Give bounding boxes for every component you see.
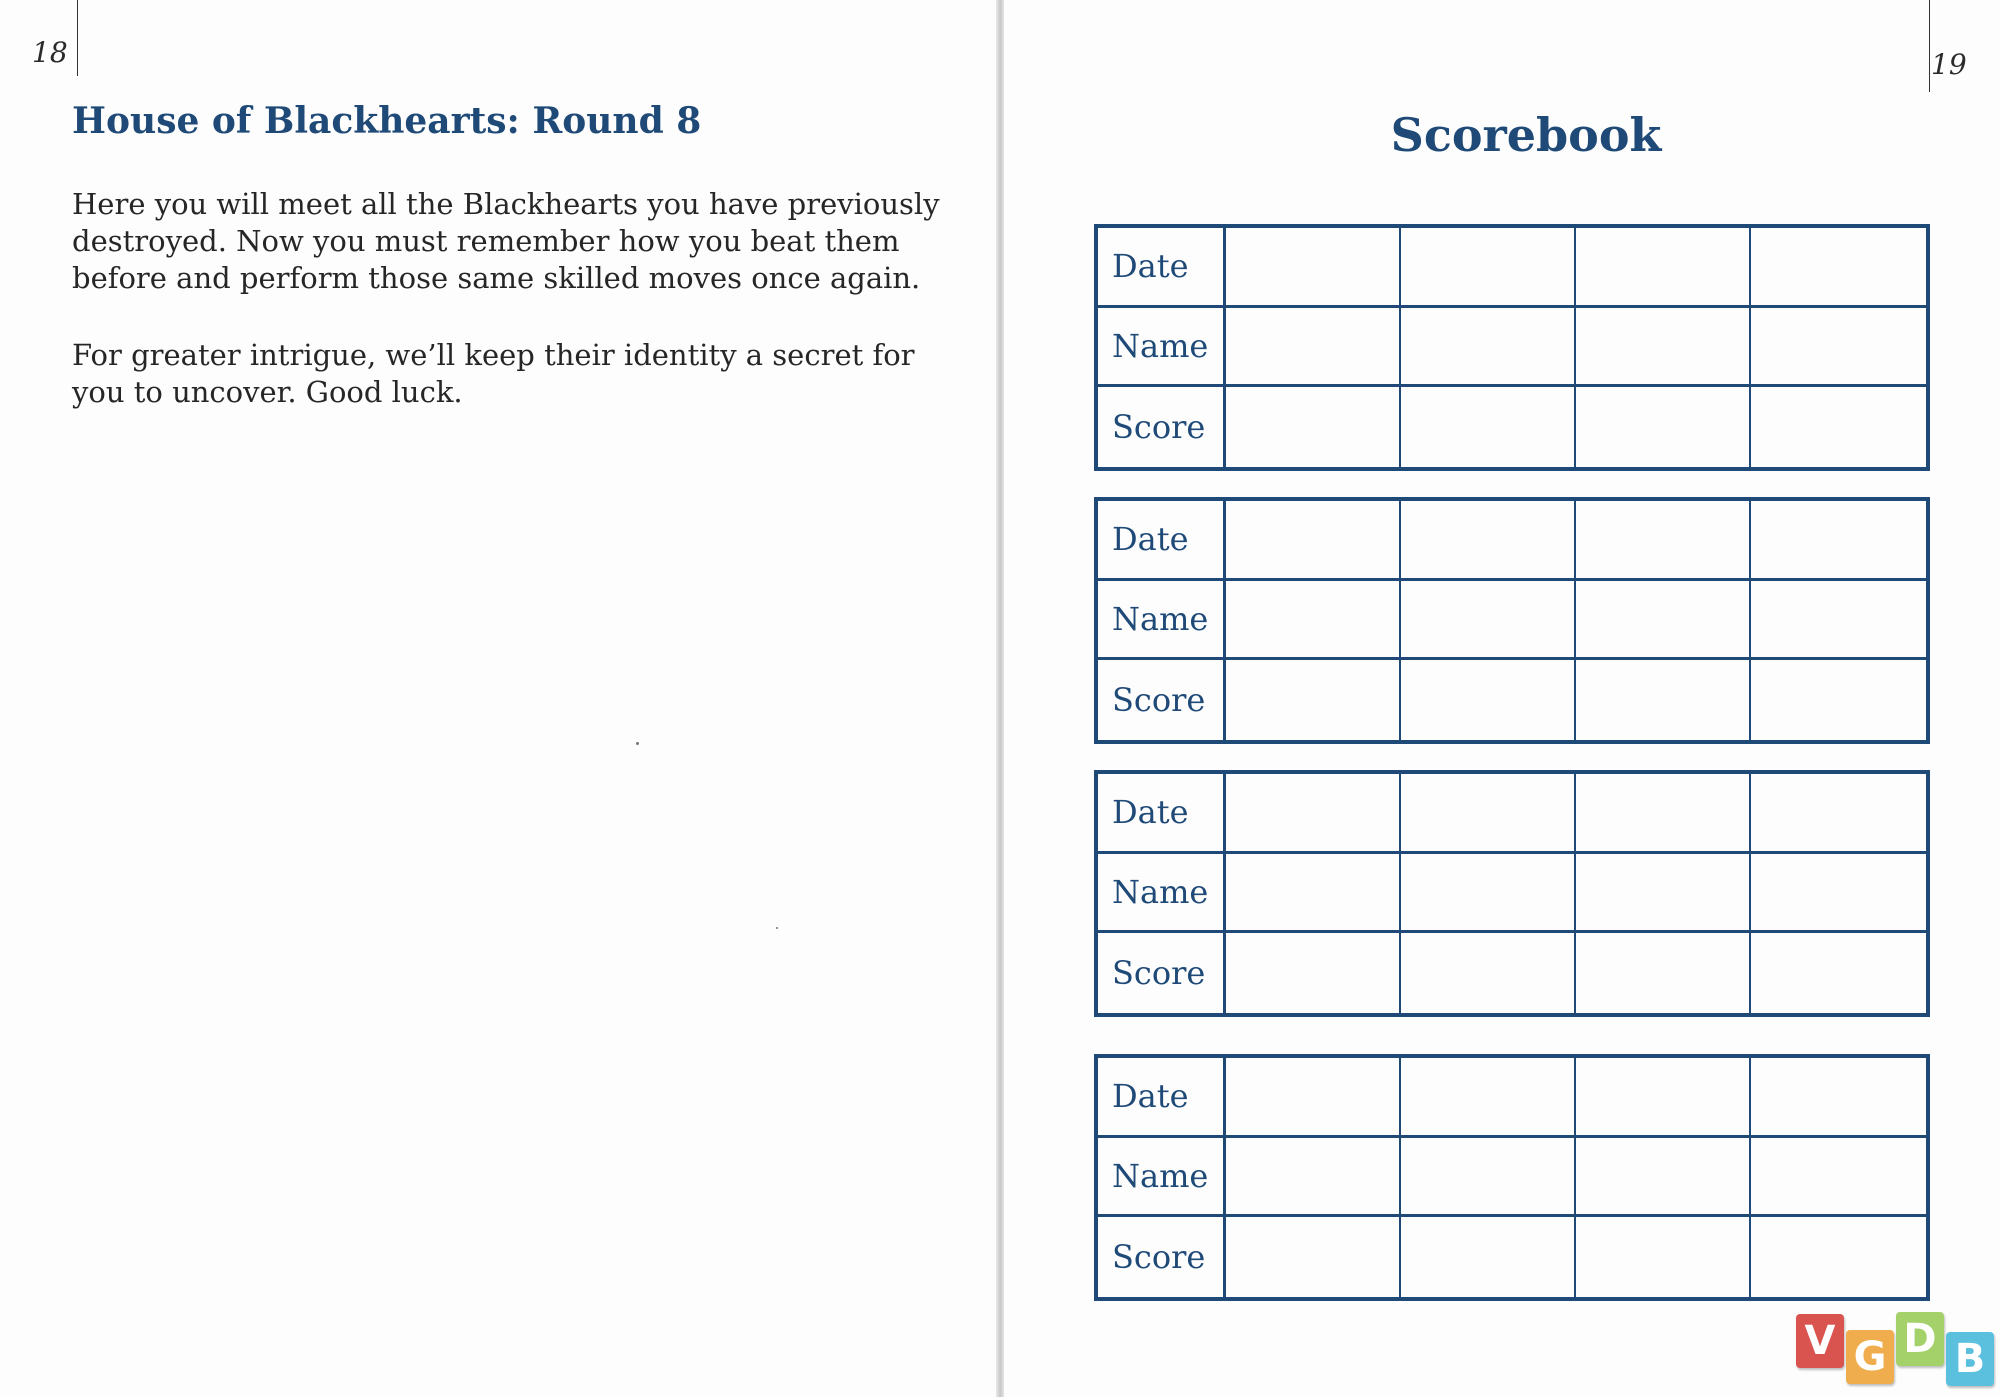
vgdb-tile-d: D [1896, 1312, 1944, 1366]
blank-entry-cell [1226, 228, 1401, 308]
blank-entry-cell [1401, 854, 1576, 934]
score-table [1094, 224, 1930, 471]
row-label-score: Score [1098, 387, 1226, 467]
blank-entry-cell [1401, 774, 1576, 854]
blank-entry-cell [1751, 1058, 1926, 1138]
blank-entry-cell [1226, 1138, 1401, 1218]
page-number-right: 19 [1931, 48, 1967, 81]
blank-entry-cell [1576, 228, 1751, 308]
round-title: House of Blackhearts: Round 8 [72, 100, 702, 142]
row-label-name: Name [1098, 308, 1226, 388]
blank-entry-cell [1401, 228, 1576, 308]
blank-entry-cell [1401, 581, 1576, 661]
page-number-rule-left [77, 0, 78, 76]
blank-entry-cell [1576, 1138, 1751, 1218]
blank-entry-cell [1576, 387, 1751, 467]
blank-entry-cell [1226, 387, 1401, 467]
scorebook-title: Scorebook [1390, 108, 1662, 162]
vgdb-tile-g: G [1846, 1330, 1894, 1384]
left-page [0, 0, 998, 1397]
blank-entry-cell [1226, 308, 1401, 388]
blank-entry-cell [1576, 774, 1751, 854]
vgdb-watermark-logo [1796, 1310, 1994, 1388]
row-label-date: Date [1098, 228, 1226, 308]
blank-entry-cell [1751, 1217, 1926, 1297]
page-number-rule-right [1929, 0, 1930, 92]
row-label-name: Name [1098, 854, 1226, 934]
blank-entry-cell [1751, 387, 1926, 467]
row-label-name: Name [1098, 1138, 1226, 1218]
paper-speck [636, 742, 639, 745]
row-label-date: Date [1098, 501, 1226, 581]
blank-entry-cell [1226, 501, 1401, 581]
blank-entry-cell [1401, 660, 1576, 740]
secret-paragraph: For greater intrigue, we’ll keep their identity a secret for you to uncover. Good luck. [72, 338, 915, 409]
intro-paragraph: Here you will meet all the Blackhearts you have previously destroyed. Now you must remember how you beat them before and perform those same skilled moves once again. [72, 187, 940, 295]
blank-entry-cell [1576, 1217, 1751, 1297]
blank-entry-cell [1576, 1058, 1751, 1138]
blank-entry-cell [1401, 1058, 1576, 1138]
blank-entry-cell [1751, 854, 1926, 934]
blank-entry-cell [1751, 308, 1926, 388]
paper-speck [776, 927, 778, 929]
blank-entry-cell [1576, 933, 1751, 1013]
blank-entry-cell [1751, 1138, 1926, 1218]
row-label-score: Score [1098, 660, 1226, 740]
blank-entry-cell [1226, 933, 1401, 1013]
blank-entry-cell [1226, 581, 1401, 661]
blank-entry-cell [1401, 387, 1576, 467]
score-table [1094, 1054, 1930, 1301]
blank-entry-cell [1401, 501, 1576, 581]
blank-entry-cell [1751, 774, 1926, 854]
blank-entry-cell [1751, 501, 1926, 581]
row-label-score: Score [1098, 1217, 1226, 1297]
blank-entry-cell [1401, 1217, 1576, 1297]
blank-entry-cell [1576, 581, 1751, 661]
page-number-left: 18 [32, 36, 68, 69]
blank-entry-cell [1226, 1058, 1401, 1138]
blank-entry-cell [1751, 228, 1926, 308]
blank-entry-cell [1226, 774, 1401, 854]
blank-entry-cell [1576, 854, 1751, 934]
blank-entry-cell [1401, 308, 1576, 388]
blank-entry-cell [1576, 660, 1751, 740]
score-table [1094, 497, 1930, 744]
row-label-name: Name [1098, 581, 1226, 661]
blank-entry-cell [1226, 660, 1401, 740]
vgdb-tile-v: V [1796, 1314, 1844, 1368]
blank-entry-cell [1401, 1138, 1576, 1218]
blank-entry-cell [1226, 854, 1401, 934]
score-table [1094, 770, 1930, 1017]
blank-entry-cell [1576, 501, 1751, 581]
blank-entry-cell [1576, 308, 1751, 388]
blank-entry-cell [1751, 933, 1926, 1013]
blank-entry-cell [1751, 581, 1926, 661]
row-label-date: Date [1098, 1058, 1226, 1138]
vgdb-tile-b: B [1946, 1332, 1994, 1386]
blank-entry-cell [1751, 660, 1926, 740]
blank-entry-cell [1401, 933, 1576, 1013]
blank-entry-cell [1226, 1217, 1401, 1297]
row-label-score: Score [1098, 933, 1226, 1013]
row-label-date: Date [1098, 774, 1226, 854]
